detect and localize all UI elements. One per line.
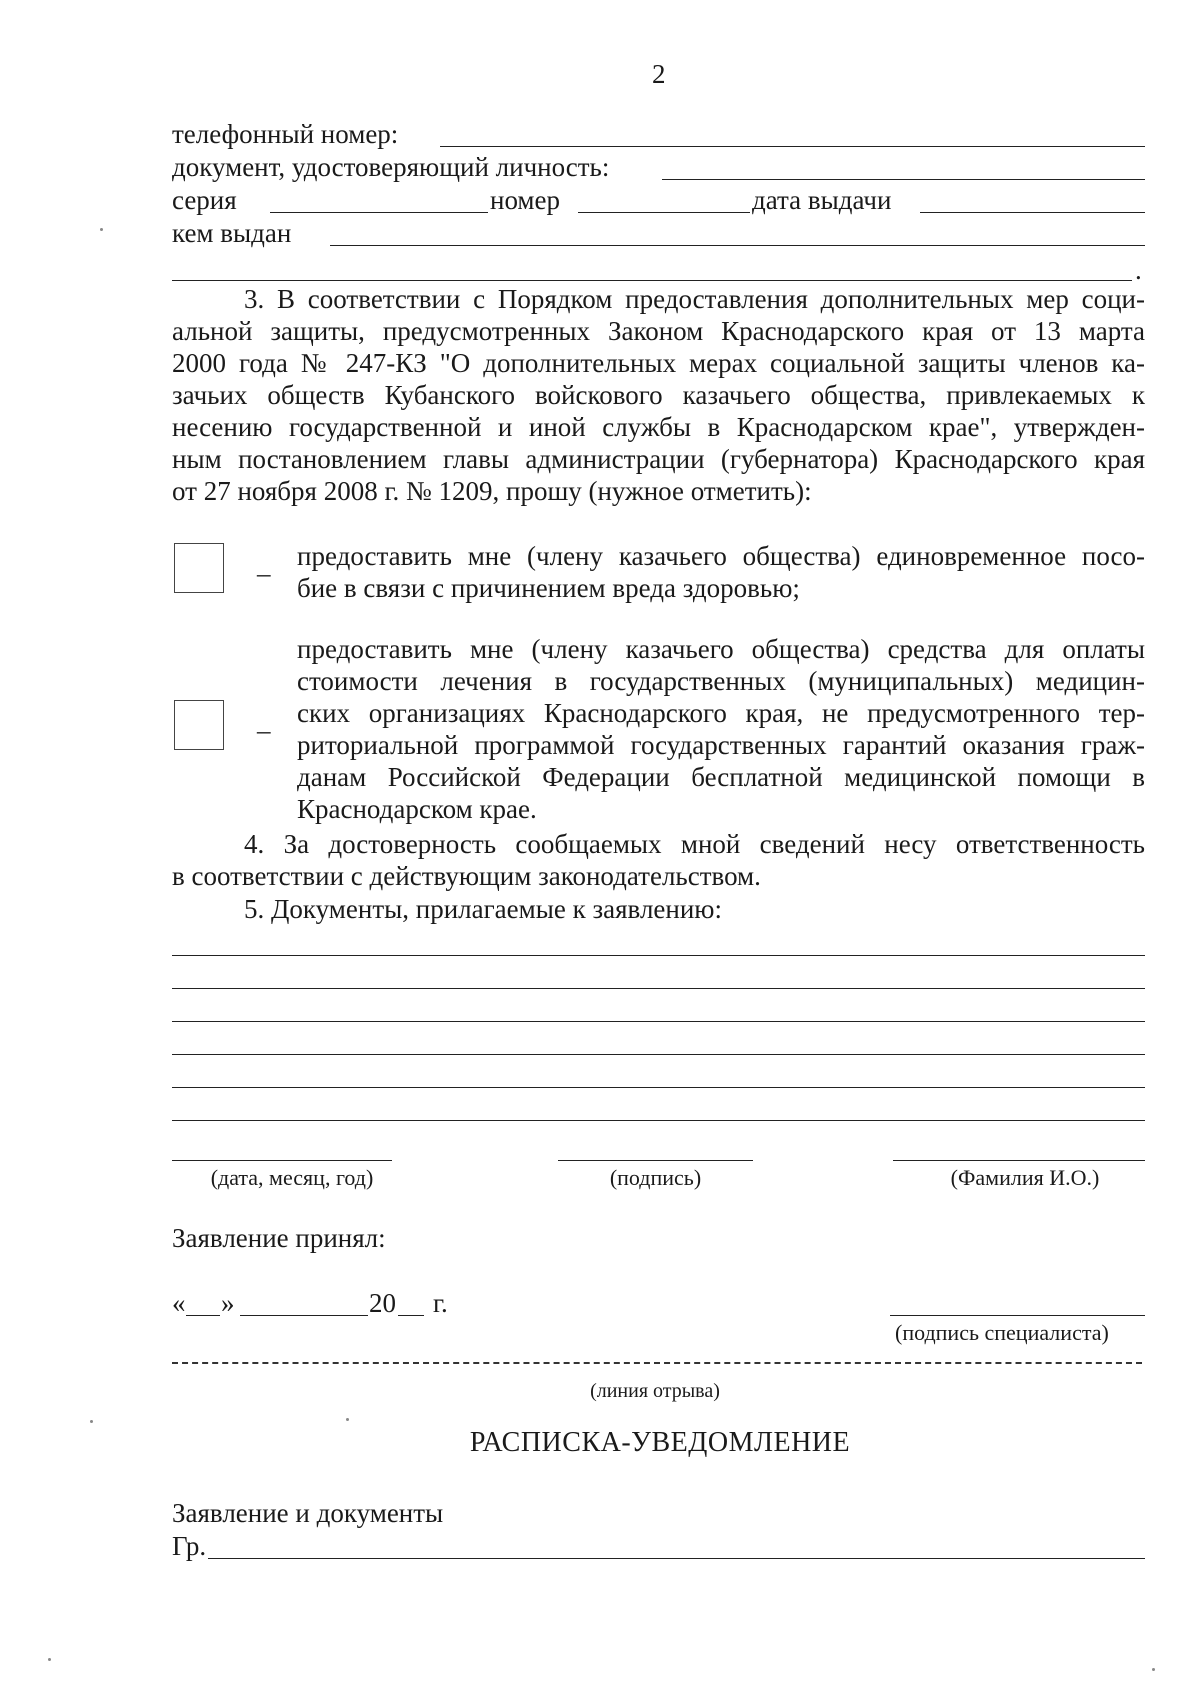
- attachment-line[interactable]: [172, 1054, 1145, 1055]
- issued-by-input-line[interactable]: [330, 245, 1145, 246]
- date-open-quote: «: [172, 1288, 186, 1318]
- option-2-line: стоимости лечения в государственных (муниципальных) медицин-: [297, 666, 1145, 696]
- accept-year-line[interactable]: [398, 1315, 424, 1316]
- issue-date-input-line[interactable]: [920, 212, 1145, 213]
- year-suffix: г.: [433, 1288, 448, 1318]
- section-3-line: альной защиты, предусмотренных Законом Краснодарского края от 13 марта: [172, 316, 1145, 346]
- section-4-line: 4. За достоверность сообщаемых мной сведений несу ответственность: [244, 829, 1145, 859]
- option-1-line: предоставить мне (члену казачьего общества) единовременное посо-: [297, 541, 1145, 571]
- section-3-line: ным постановлением главы администрации (губернатора) Краснодарского края: [172, 444, 1145, 474]
- accept-month-line[interactable]: [240, 1315, 368, 1316]
- citizen-prefix: Гр.: [172, 1531, 207, 1561]
- receipt-title: РАСПИСКА-УВЕДОМЛЕНИЕ: [469, 1427, 851, 1458]
- option-2-text: [297, 633, 1145, 825]
- option-2-line: Краснодарском крае.: [297, 794, 537, 824]
- receipt-line-1: Заявление и документы: [172, 1498, 444, 1528]
- specialist-caption: (подпись специалиста): [895, 1320, 1109, 1345]
- year-prefix: 20: [369, 1288, 396, 1318]
- scan-speck: [100, 228, 103, 231]
- date-caption: (дата, месяц, год): [210, 1165, 374, 1190]
- date-signature-line[interactable]: [172, 1160, 392, 1161]
- series-input-line[interactable]: [270, 212, 488, 213]
- section-3-line: от 27 ноября 2008 г. № 1209, прошу (нужное отметить):: [172, 476, 812, 506]
- id-document-label: документ, удостоверяющий личность:: [172, 152, 610, 182]
- id-document-input-line[interactable]: [662, 179, 1145, 180]
- section-3-line: зачьих обществ Кубанского войскового казачьего общества, привлекаемых к: [172, 380, 1145, 410]
- issued-by-continuation-line[interactable]: [172, 280, 1132, 281]
- option-1-checkbox[interactable]: [174, 543, 224, 593]
- section-3-line: 3. В соответствии с Порядком предоставления дополнительных мер соци-: [244, 284, 1145, 314]
- section-5-label: 5. Документы, прилагаемые к заявлению:: [244, 894, 722, 924]
- date-close-quote: »: [221, 1288, 235, 1318]
- attachment-line[interactable]: [172, 1087, 1145, 1088]
- option-2-line: предоставить мне (члену казачьего общества) средства для оплаты: [297, 634, 1145, 664]
- scan-speck: [346, 1418, 349, 1421]
- issued-by-label: кем выдан: [172, 218, 292, 248]
- scan-speck: [1152, 1668, 1155, 1671]
- issue-date-label: дата выдачи: [752, 185, 892, 215]
- section-3-line: 2000 года № 247-КЗ "О дополнительных мерах социальной защиты членов ка-: [172, 348, 1145, 378]
- phone-label: телефонный номер:: [172, 119, 399, 149]
- accept-day-line[interactable]: [186, 1315, 220, 1316]
- page-number: 2: [652, 59, 666, 89]
- attachment-line[interactable]: [172, 988, 1145, 989]
- option-2-checkbox[interactable]: [174, 700, 224, 750]
- tear-line-caption: (линия отрыва): [590, 1380, 720, 1402]
- trailing-dot: .: [1135, 255, 1142, 285]
- name-caption: (Фамилия И.О.): [950, 1165, 1100, 1190]
- name-signature-line[interactable]: [893, 1160, 1145, 1161]
- number-input-line[interactable]: [578, 212, 750, 213]
- tear-line: [172, 1362, 1142, 1364]
- option-1-dash: _: [257, 549, 271, 579]
- option-2-line: ских организациях Краснодарского края, не предусмотренного тер-: [297, 698, 1145, 728]
- accepted-label: Заявление принял:: [172, 1223, 386, 1253]
- attachment-line[interactable]: [172, 1120, 1145, 1121]
- option-1-text: [297, 540, 1145, 604]
- number-label: номер: [490, 185, 561, 215]
- option-2-line: риториальной программой государственных гарантий оказания граж-: [297, 730, 1145, 760]
- signature-line[interactable]: [558, 1160, 753, 1161]
- option-2-line: данам Российской Федерации бесплатной медицинской помощи в: [297, 762, 1145, 792]
- scan-speck: [90, 1420, 93, 1423]
- attachment-line[interactable]: [172, 1021, 1145, 1022]
- option-1-line: бие в связи с причинением вреда здоровью;: [297, 573, 800, 603]
- specialist-signature-line[interactable]: [890, 1315, 1145, 1316]
- series-label: серия: [172, 185, 237, 215]
- section-3-paragraph: [172, 283, 1145, 507]
- section-3-line: несению государственной и иной службы в Краснодарском крае", утвержден-: [172, 412, 1145, 442]
- citizen-name-line[interactable]: [208, 1558, 1145, 1559]
- scan-speck: [48, 1658, 51, 1661]
- section-4-line: в соответствии с действующим законодательством.: [172, 861, 761, 891]
- signature-caption: (подпись): [609, 1165, 702, 1190]
- option-2-dash: _: [257, 706, 271, 736]
- phone-input-line[interactable]: [440, 146, 1145, 147]
- section-4-paragraph: [172, 828, 1145, 892]
- attachment-line[interactable]: [172, 955, 1145, 956]
